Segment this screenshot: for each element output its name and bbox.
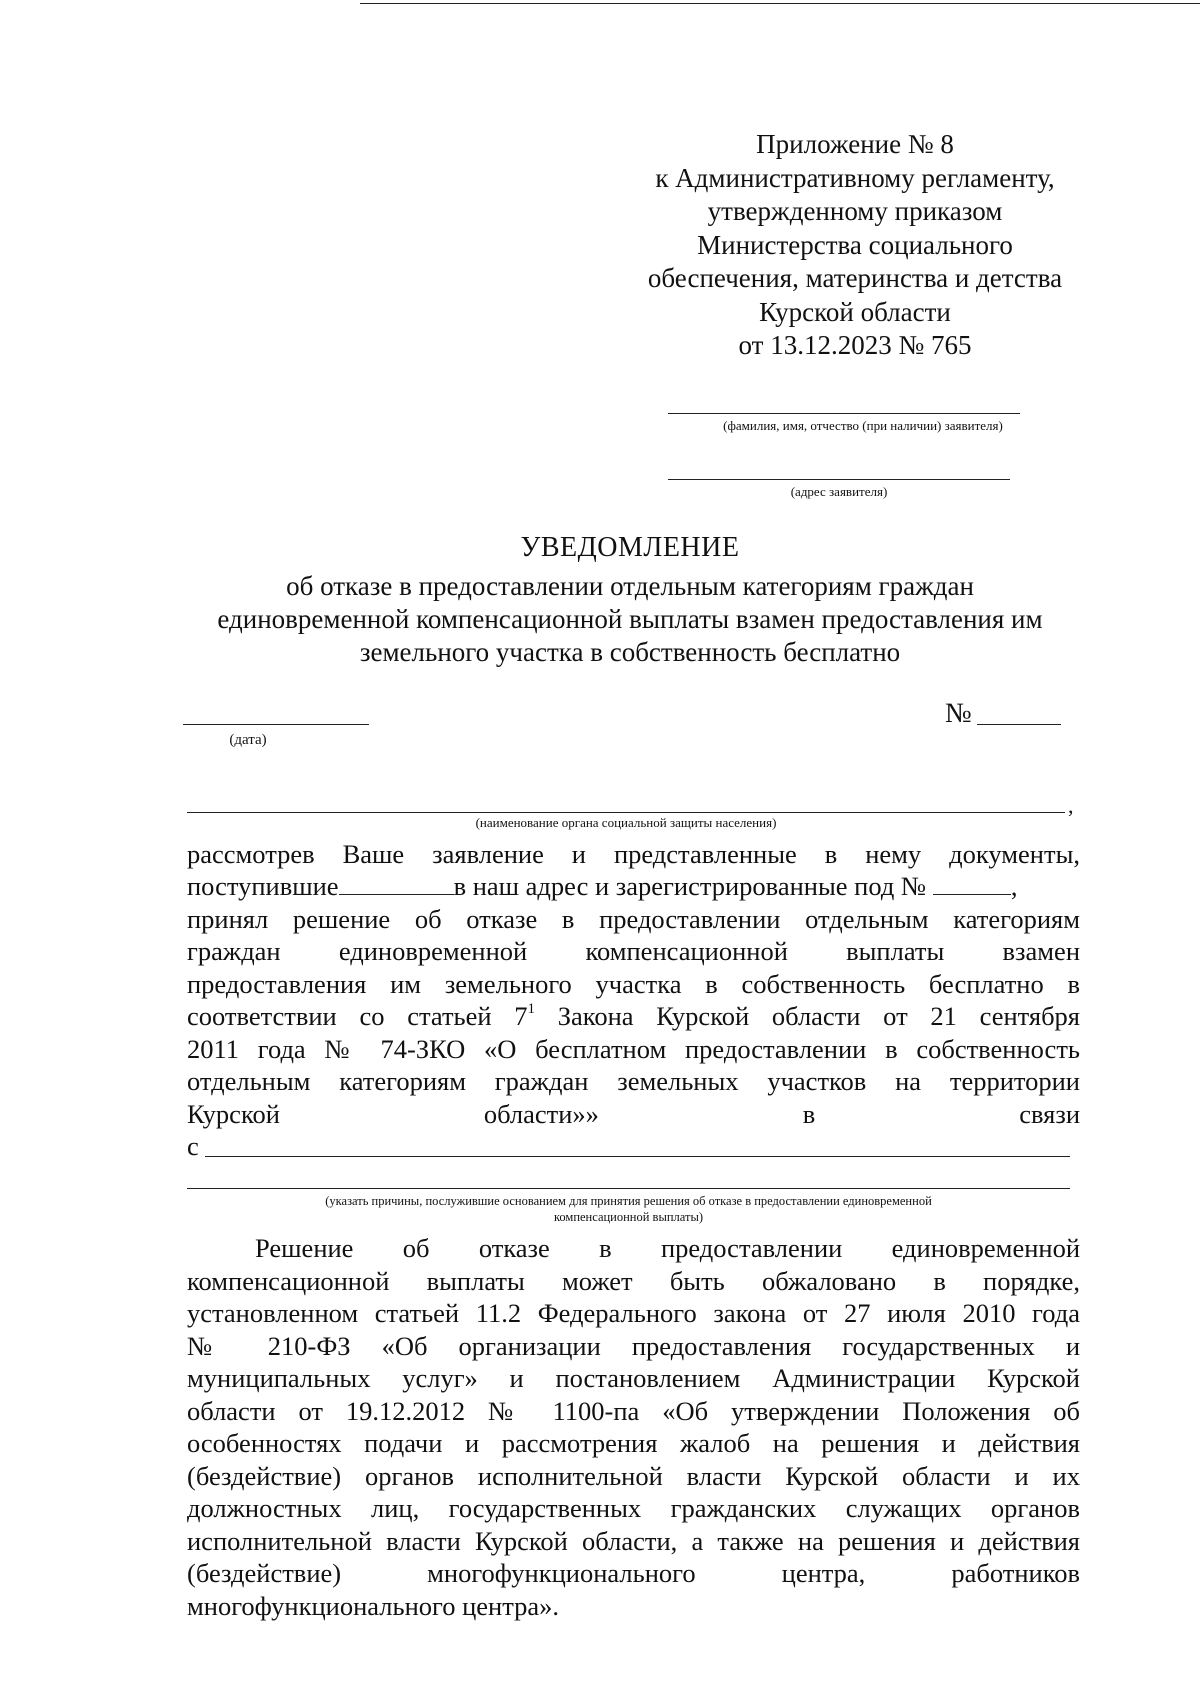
body-line: Курской области»» в связи bbox=[187, 1099, 1080, 1129]
authority-caption: (наименование органа социальной защиты населения) bbox=[475, 815, 777, 830]
body-text: в наш адрес и зарегистрированные под № bbox=[453, 871, 927, 901]
body-line: (бездействие) многофункционального центра, работников bbox=[187, 1558, 1080, 1588]
body-line-last: многофункционального центра». bbox=[187, 1591, 560, 1621]
body-text: , bbox=[1010, 871, 1018, 901]
number-line bbox=[977, 724, 1061, 725]
appendix-line: Приложение № 8 bbox=[756, 129, 954, 159]
reason-line-2 bbox=[187, 1188, 1070, 1189]
appendix-line: Курской области bbox=[759, 296, 951, 327]
appendix-line: к Административному регламенту, bbox=[655, 162, 1055, 193]
reason-caption-1: (указать причины, послужившие основанием для принятия решения об отказе в предоставлении единовременной bbox=[325, 1194, 932, 1208]
body-line: рассмотрев Ваше заявление и представленные в нему документы, bbox=[187, 839, 1080, 869]
body-line: 2011 года № 74-ЗКО «О бесплатном предоставлении в собственность bbox=[187, 1034, 1080, 1064]
authority-comma: , bbox=[1068, 793, 1074, 818]
body-line: граждан единовременной компенсационной выплаты взамен bbox=[187, 936, 1080, 966]
body-line: должностных лиц, государственных гражданских служащих органов bbox=[187, 1493, 1080, 1523]
subtitle-line: об отказе в предоставлении отдельным категориям граждан bbox=[286, 571, 974, 601]
body-line: отдельным категориям граждан земельных участков на территории bbox=[187, 1066, 1080, 1096]
document-subtitle bbox=[180, 570, 1080, 669]
body-line: установленном статьей 11.2 Федерального закона от 27 июля 2010 года bbox=[187, 1298, 1080, 1328]
appendix-block bbox=[630, 128, 1080, 363]
date-caption: (дата) bbox=[229, 732, 267, 748]
registration-number-blank bbox=[933, 872, 1011, 895]
body-line: Решение об отказе в предоставлении единовременной bbox=[255, 1233, 1080, 1263]
body-text: соответствии со статьей 7 bbox=[187, 1001, 528, 1031]
appendix-line: Министерства социального bbox=[697, 229, 1013, 260]
body-line: предоставления им земельного участка в собственность бесплатно в bbox=[187, 969, 1080, 999]
appendix-line: от 13.12.2023 № 765 bbox=[738, 330, 972, 360]
received-date-blank bbox=[339, 872, 454, 895]
appendix-line: утвержденному приказом bbox=[707, 196, 1003, 226]
applicant-name-line bbox=[668, 413, 1020, 414]
applicant-address-line bbox=[668, 479, 1010, 480]
authority-line bbox=[187, 812, 1065, 813]
body-line: компенсационной выплаты может быть обжаловано в порядке, bbox=[187, 1266, 1080, 1296]
appendix-line: обеспечения, материнства и детства bbox=[647, 263, 1063, 293]
reason-line bbox=[205, 1156, 1070, 1157]
body-line: исполнительной власти Курской области, а также на решения и действия bbox=[187, 1526, 1080, 1556]
applicant-name-caption: (фамилия, имя, отчество (при наличии) заявителя) bbox=[723, 418, 1003, 433]
body-text: Закона Курской области от 21 сентября bbox=[535, 1001, 1080, 1031]
date-line bbox=[183, 724, 369, 725]
body-text: поступившие bbox=[187, 871, 339, 901]
reason-caption-2: компенсационной выплаты) bbox=[553, 1210, 704, 1224]
document-title: УВЕДОМЛЕНИЕ bbox=[520, 532, 740, 563]
scan-top-border bbox=[360, 3, 1200, 4]
body-line-with-blanks bbox=[187, 870, 1017, 902]
body-line: муниципальных услуг» и постановлением Администрации Курской bbox=[187, 1363, 1080, 1393]
body-line: принял решение об отказе в предоставлении отдельным категориям bbox=[187, 904, 1080, 934]
body-line: особенностях подачи и рассмотрения жалоб на решения и действия bbox=[187, 1428, 1080, 1458]
superscript: 1 bbox=[527, 1001, 536, 1017]
body-line: (бездействие) органов исполнительной власти Курской области и их bbox=[187, 1461, 1080, 1491]
applicant-address-caption: (адрес заявителя) bbox=[790, 484, 888, 499]
body-line-article bbox=[187, 1000, 1080, 1032]
subtitle-line: единовременной компенсационной выплаты взамен предоставления им bbox=[217, 604, 1043, 634]
reason-prefix: с bbox=[187, 1131, 199, 1161]
body-line: № 210-ФЗ «Об организации предоставления государственных и bbox=[187, 1331, 1080, 1361]
body-line: области от 19.12.2012 № 1100-па «Об утверждении Положения об bbox=[187, 1396, 1080, 1426]
subtitle-line: земельного участка в собственность бесплатно bbox=[359, 637, 901, 667]
number-label: № bbox=[945, 698, 972, 729]
